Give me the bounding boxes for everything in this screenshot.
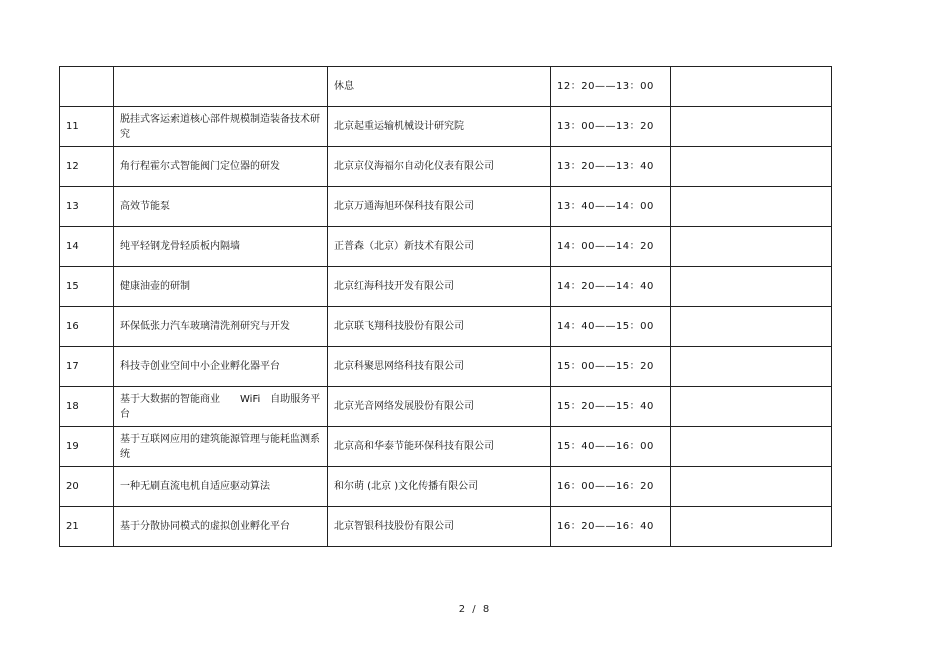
time-slot: 16：20——16：40: [551, 507, 671, 547]
project-title: 一种无刷直流电机自适应驱动算法: [114, 467, 328, 507]
time-slot: 14：00——14：20: [551, 227, 671, 267]
time-slot: 14：40——15：00: [551, 307, 671, 347]
organization-name: 北京京仪海福尔自动化仪表有限公司: [328, 147, 551, 187]
project-title: 脱挂式客运索道核心部件规模制造装备技术研究: [114, 107, 328, 147]
schedule-table-body: [60, 67, 832, 547]
table-row: [60, 107, 832, 147]
time-slot: 13：20——13：40: [551, 147, 671, 187]
note-cell: [671, 427, 832, 467]
time-slot: 15：00——15：20: [551, 347, 671, 387]
organization-name: 北京科聚思网络科技有限公司: [328, 347, 551, 387]
project-title: 纯平轻钢龙骨轻质板内隔墙: [114, 227, 328, 267]
note-cell: [671, 67, 832, 107]
project-title: 基于互联网应用的建筑能源管理与能耗监测系统: [114, 427, 328, 467]
table-row: [60, 307, 832, 347]
organization-name: 休息: [328, 67, 551, 107]
time-slot: 16：00——16：20: [551, 467, 671, 507]
project-title: 科技寺创业空间中小企业孵化器平台: [114, 347, 328, 387]
organization-name: 北京红海科技开发有限公司: [328, 267, 551, 307]
project-title: 基于分散协同模式的虚拟创业孵化平台: [114, 507, 328, 547]
row-number: 17: [60, 347, 114, 387]
note-cell: [671, 467, 832, 507]
table-row: [60, 147, 832, 187]
organization-name: 北京高和华泰节能环保科技有限公司: [328, 427, 551, 467]
time-slot: 13：40——14：00: [551, 187, 671, 227]
schedule-table: [59, 66, 832, 547]
time-slot: 15：40——16：00: [551, 427, 671, 467]
row-number: 20: [60, 467, 114, 507]
row-number: 13: [60, 187, 114, 227]
table-row: [60, 507, 832, 547]
organization-name: 北京联飞翔科技股份有限公司: [328, 307, 551, 347]
note-cell: [671, 147, 832, 187]
note-cell: [671, 187, 832, 227]
note-cell: [671, 507, 832, 547]
table-row: [60, 427, 832, 467]
table-row: [60, 347, 832, 387]
table-row: [60, 467, 832, 507]
organization-name: 正普森（北京）新技术有限公司: [328, 227, 551, 267]
note-cell: [671, 107, 832, 147]
row-number: 19: [60, 427, 114, 467]
row-number: 16: [60, 307, 114, 347]
organization-name: 北京光音网络发展股份有限公司: [328, 387, 551, 427]
row-number: [60, 67, 114, 107]
table-row: [60, 227, 832, 267]
organization-name: 北京起重运输机械设计研究院: [328, 107, 551, 147]
note-cell: [671, 267, 832, 307]
table-row: [60, 267, 832, 307]
table-row: [60, 187, 832, 227]
row-number: 18: [60, 387, 114, 427]
project-title: 环保低张力汽车玻璃清洗剂研究与开发: [114, 307, 328, 347]
row-number: 21: [60, 507, 114, 547]
row-number: 14: [60, 227, 114, 267]
note-cell: [671, 347, 832, 387]
row-number: 12: [60, 147, 114, 187]
table-row: [60, 67, 832, 107]
time-slot: 14：20——14：40: [551, 267, 671, 307]
organization-name: 北京智银科技股份有限公司: [328, 507, 551, 547]
row-number: 11: [60, 107, 114, 147]
project-title: [114, 67, 328, 107]
project-title: 基于大数据的智能商业 WiFi 自助服务平台: [114, 387, 328, 427]
page-number: 2 / 8: [458, 604, 492, 615]
project-title: 高效节能泵: [114, 187, 328, 227]
time-slot: 13：00——13：20: [551, 107, 671, 147]
project-title: 角行程霍尔式智能阀门定位器的研发: [114, 147, 328, 187]
note-cell: [671, 227, 832, 267]
organization-name: 和尔萌 (北京 )文化传播有限公司: [328, 467, 551, 507]
row-number: 15: [60, 267, 114, 307]
note-cell: [671, 307, 832, 347]
time-slot: 12：20——13：00: [551, 67, 671, 107]
organization-name: 北京万通海旭环保科技有限公司: [328, 187, 551, 227]
time-slot: 15：20——15：40: [551, 387, 671, 427]
table-row: [60, 387, 832, 427]
project-title: 健康油壶的研制: [114, 267, 328, 307]
note-cell: [671, 387, 832, 427]
